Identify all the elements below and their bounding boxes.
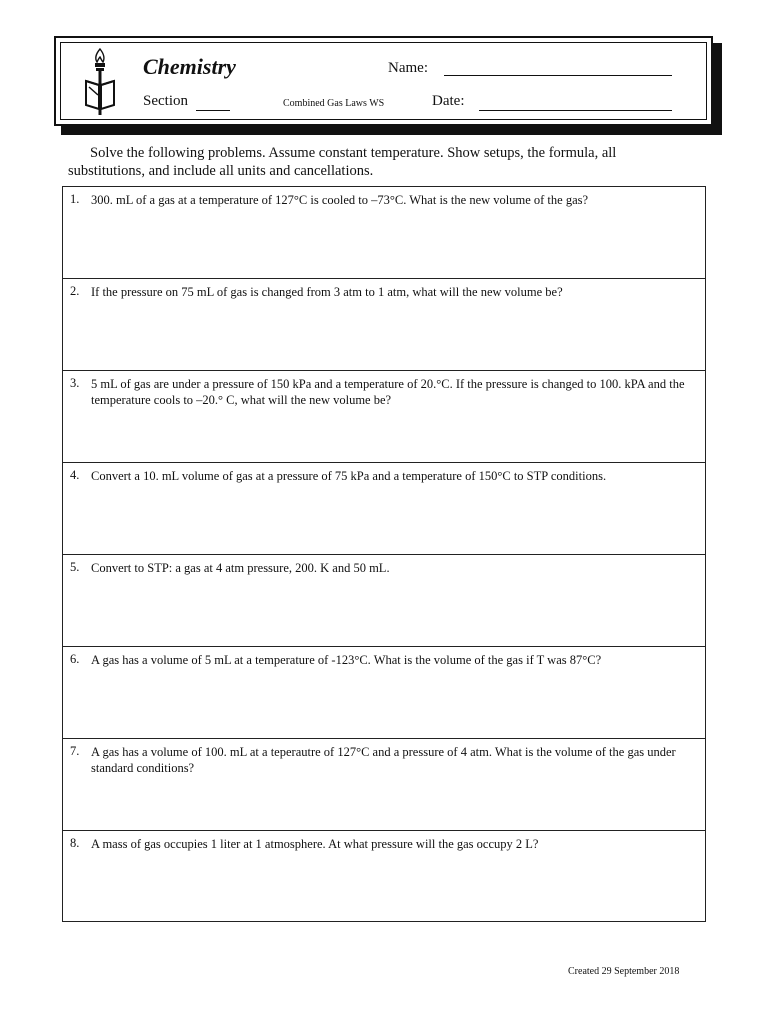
problem-number: 1.	[70, 192, 80, 206]
problem-text: A gas has a volume of 100. mL at a teperautre of 127°C and a pressure of 4 atm. What is the volume of the gas under standard conditions?	[91, 745, 676, 775]
problem-row[interactable]	[63, 647, 705, 739]
problem-text: A mass of gas occupies 1 liter at 1 atmosphere. At what pressure will the gas occupy 2 L?	[91, 837, 539, 851]
problem-text: If the pressure on 75 mL of gas is changed from 3 atm to 1 atm, what will the new volume be?	[91, 285, 563, 299]
problem-number: 6.	[70, 652, 80, 666]
problem-row[interactable]	[63, 463, 705, 555]
problem-row[interactable]	[63, 831, 705, 923]
problem-text: Convert to STP: a gas at 4 atm pressure, 200. K and 50 mL.	[91, 561, 390, 575]
problem-number: 3.	[70, 376, 80, 390]
problem-number: 7.	[70, 744, 80, 758]
section-field[interactable]	[196, 110, 230, 111]
problem-text: A gas has a volume of 5 mL at a temperature of -123°C. What is the volume of the gas if T was 87°C?	[91, 653, 602, 667]
problem-row[interactable]	[63, 187, 705, 279]
worksheet-label: Combined Gas Laws WS	[283, 98, 385, 109]
name-field[interactable]	[444, 75, 672, 76]
name-label: Name:	[388, 60, 428, 76]
header-inner-frame	[60, 42, 707, 120]
problems-table	[62, 186, 706, 922]
problem-number: 4.	[70, 468, 80, 482]
problem-number: 8.	[70, 836, 80, 850]
footer-created-date: Created 29 September 2018	[568, 966, 680, 977]
date-label: Date:	[432, 93, 465, 109]
header-box	[54, 36, 713, 126]
problem-text: Convert a 10. mL volume of gas at a pressure of 75 kPa and a temperature of 150°C to STP conditions.	[91, 469, 607, 483]
problem-row[interactable]	[63, 739, 705, 831]
problem-text: 5 mL of gas are under a pressure of 150 kPa and a temperature of 20.°C. If the pressure is changed to 100. kPA and the temperature cools to –20.° C, what will the new volume be?	[91, 377, 685, 407]
problem-number: 2.	[70, 284, 80, 298]
section-label: Section	[143, 93, 188, 109]
problem-row[interactable]	[63, 555, 705, 647]
problem-row[interactable]	[63, 371, 705, 463]
problem-number: 5.	[70, 560, 80, 574]
problem-row[interactable]	[63, 279, 705, 371]
problem-text: 300. mL of a gas at a temperature of 127°C is cooled to –73°C. What is the new volume of the gas?	[91, 193, 589, 207]
torch-book-logo-icon	[83, 47, 117, 119]
instructions: Solve the following problems. Assume constant temperature. Show setups, the formula, all substitutions, and include all units and cancellations.	[68, 145, 617, 179]
page-title: Chemistry	[143, 54, 236, 79]
date-field[interactable]	[479, 110, 672, 111]
